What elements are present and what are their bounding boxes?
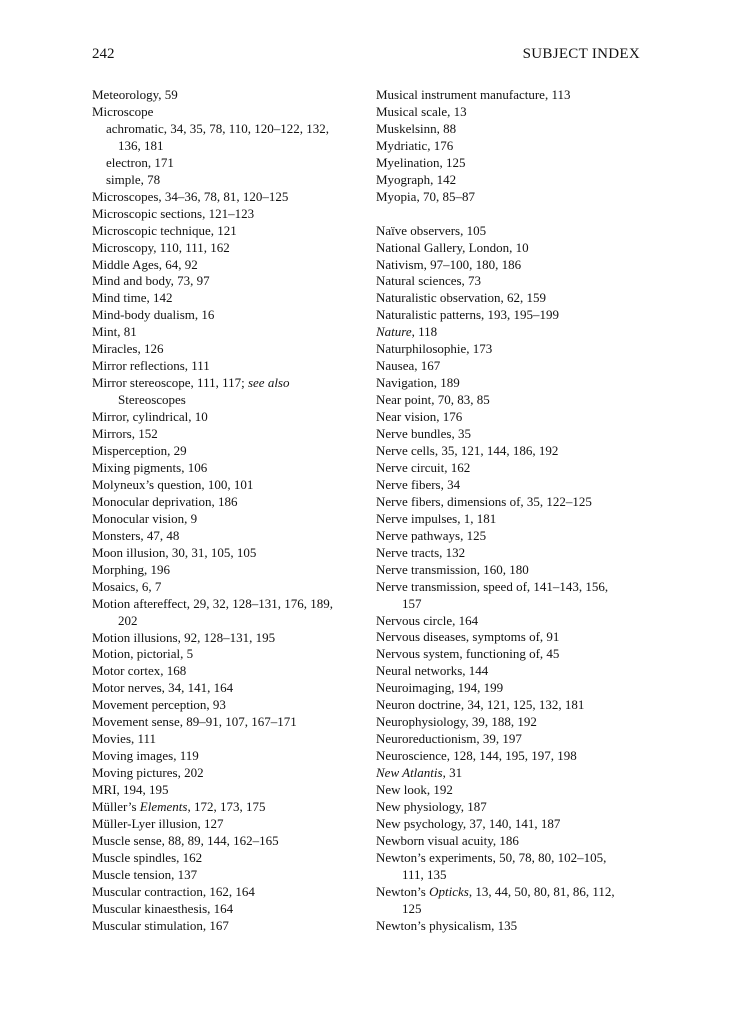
entry-text: Nervous circle, 164 (376, 612, 479, 628)
index-subentry (92, 121, 362, 138)
index-entry (376, 392, 641, 409)
entry-text: Nerve circuit, 162 (376, 459, 471, 475)
entry-text: Nativism, 97–100, 180, 186 (376, 256, 522, 272)
index-entry (376, 511, 641, 528)
index-entry (92, 273, 362, 290)
index-entry (376, 799, 641, 816)
index-entry (92, 816, 362, 833)
index-entry (92, 545, 362, 562)
italic-text: Elements (139, 799, 188, 815)
entry-text: Stereoscopes (118, 392, 186, 408)
index-entry (92, 714, 362, 731)
index-entry (92, 290, 362, 307)
entry-text: Myopia, 70, 85–87 (376, 188, 475, 204)
entry-text: Nerve pathways, 125 (376, 527, 487, 543)
index-entry (92, 528, 362, 545)
entry-text: Mind and body, 73, 97 (92, 273, 210, 289)
index-entry (92, 358, 362, 375)
index-entry (92, 901, 362, 918)
index-entry (92, 697, 362, 714)
entry-text: 111, 135 (402, 866, 447, 882)
entry-text: Monocular deprivation, 186 (92, 493, 238, 509)
letter-group-gap (376, 206, 641, 223)
entry-text: Muscle sense, 88, 89, 144, 162–165 (92, 832, 279, 848)
entry-text: Muscle tension, 137 (92, 866, 198, 882)
entry-text: Microscopes, 34–36, 78, 81, 120–125 (92, 188, 289, 204)
index-entry (376, 629, 641, 646)
entry-text: Nervous system, functioning of, 45 (376, 646, 560, 662)
index-entry (376, 223, 641, 240)
entry-text: Mirror, cylindrical, 10 (92, 409, 208, 425)
entry-text: Myelination, 125 (376, 154, 466, 170)
index-entry (92, 663, 362, 680)
index-entry (92, 324, 362, 341)
entry-text: Naturalistic patterns, 193, 195–199 (376, 307, 560, 323)
index-entry (92, 799, 362, 816)
index-entry (376, 579, 641, 596)
entry-text: Mirror stereoscope, 111, 117; (92, 375, 248, 391)
index-entry (92, 579, 362, 596)
index-entry (92, 731, 362, 748)
entry-text: Movement perception, 93 (92, 697, 226, 713)
entry-text: MRI, 194, 195 (92, 782, 169, 798)
index-entry (92, 748, 362, 765)
index-entry (92, 833, 362, 850)
index-entry-continuation (376, 596, 641, 613)
italic-text: see also (247, 375, 290, 391)
entry-text: Nerve fibers, 34 (376, 476, 461, 492)
entry-text: Motion, pictorial, 5 (92, 646, 194, 662)
index-entry (376, 918, 641, 935)
entry-text: Miracles, 126 (92, 341, 164, 357)
index-entry (376, 307, 641, 324)
index-entry (376, 884, 641, 901)
index-entry (376, 816, 641, 833)
index-entry (376, 765, 641, 782)
running-title: SUBJECT INDEX (522, 46, 640, 62)
index-entry (376, 121, 641, 138)
entry-text: Meteorology, 59 (92, 87, 178, 102)
entry-text: Monsters, 47, 48 (92, 527, 180, 543)
index-entry (92, 782, 362, 799)
index-entry-continuation (92, 392, 362, 409)
entry-text: , 118 (411, 324, 438, 340)
entry-text: New look, 192 (376, 782, 453, 798)
entry-text: achromatic, 34, 35, 78, 110, 120–122, 132, (106, 120, 330, 136)
index-entry (92, 409, 362, 426)
italic-text: New Atlantis (376, 765, 443, 781)
index-entry (376, 697, 641, 714)
index-entry (376, 646, 641, 663)
entry-text: 136, 181 (118, 137, 164, 153)
index-entry (376, 104, 641, 121)
index-entry (92, 477, 362, 494)
entry-text: Neuron doctrine, 34, 121, 125, 132, 181 (376, 697, 585, 713)
entry-text: Near vision, 176 (376, 409, 463, 425)
index-entry (376, 138, 641, 155)
index-entry (92, 765, 362, 782)
entry-text: Mirror reflections, 111 (92, 358, 210, 374)
entry-text: Newton’s physicalism, 135 (376, 917, 518, 933)
index-entry (376, 528, 641, 545)
index-entry (376, 290, 641, 307)
entry-text: Movement sense, 89–91, 107, 167–171 (92, 714, 297, 730)
index-entry (92, 206, 362, 223)
index-entry (376, 477, 641, 494)
index-entry (376, 341, 641, 358)
index-entry (92, 867, 362, 884)
entry-text: Musical scale, 13 (376, 103, 467, 119)
index-entry (92, 426, 362, 443)
index-entry (376, 562, 641, 579)
entry-text: simple, 78 (106, 171, 161, 187)
entry-text: Muscular kinaesthesis, 164 (92, 900, 234, 916)
index-entry (376, 663, 641, 680)
entry-text: Nerve transmission, speed of, 141–143, 156, (376, 578, 609, 594)
index-subentry (92, 155, 362, 172)
entry-text: , 13, 44, 50, 80, 81, 86, 112, (468, 883, 615, 899)
index-entry (376, 613, 641, 630)
entry-text: Mirrors, 152 (92, 426, 158, 442)
entry-text: Mint, 81 (92, 324, 137, 340)
entry-text: Muscle spindles, 162 (92, 849, 203, 865)
index-entry (376, 155, 641, 172)
entry-text: Morphing, 196 (92, 561, 170, 577)
entry-text: , 172, 173, 175 (187, 799, 266, 815)
entry-text: Neural networks, 144 (376, 663, 489, 679)
italic-text: Nature (376, 324, 412, 340)
index-entry (376, 714, 641, 731)
entry-text: Nerve transmission, 160, 180 (376, 561, 529, 577)
entry-text: Navigation, 189 (376, 375, 460, 391)
entry-text: Newton’s (376, 883, 430, 899)
entry-text: National Gallery, London, 10 (376, 239, 529, 255)
index-subentry (92, 172, 362, 189)
index-entry (92, 104, 362, 121)
entry-text: Mixing pigments, 106 (92, 459, 208, 475)
entry-text: Misperception, 29 (92, 443, 187, 459)
entry-text: Motor cortex, 168 (92, 663, 187, 679)
index-entry (92, 630, 362, 647)
entry-text: Neuroreductionism, 39, 197 (376, 731, 522, 747)
entry-text: Microscopic sections, 121–123 (92, 205, 255, 221)
entry-text: Nerve fibers, dimensions of, 35, 122–125 (376, 493, 592, 509)
index-entry (92, 341, 362, 358)
entry-text: Naturalistic observation, 62, 159 (376, 290, 547, 306)
index-entry (376, 273, 641, 290)
entry-text: New psychology, 37, 140, 141, 187 (376, 815, 561, 831)
index-entry (376, 460, 641, 477)
entry-text: Molyneux’s question, 100, 101 (92, 476, 254, 492)
entry-text: Neuroimaging, 194, 199 (376, 680, 504, 696)
entry-text: Nerve impulses, 1, 181 (376, 510, 497, 526)
entry-text: Monocular vision, 9 (92, 510, 198, 526)
entry-text: Nerve tracts, 132 (376, 544, 466, 560)
entry-text: 202 (118, 612, 138, 628)
index-entry-continuation (376, 867, 641, 884)
index-entry (376, 324, 641, 341)
entry-text: Musical instrument manufacture, 113 (376, 87, 571, 102)
index-entry (92, 87, 362, 104)
entry-text: Muscular contraction, 162, 164 (92, 883, 255, 899)
index-entry (92, 240, 362, 257)
entry-text: Near point, 70, 83, 85 (376, 392, 490, 408)
index-entry (376, 358, 641, 375)
index-entry (376, 426, 641, 443)
index-entry (92, 307, 362, 324)
index-entry (92, 918, 362, 935)
entry-text: Moving pictures, 202 (92, 765, 204, 781)
entry-text: 157 (402, 595, 422, 611)
entry-text: Neuroscience, 128, 144, 195, 197, 198 (376, 748, 577, 764)
entry-text: Müller-Lyer illusion, 127 (92, 815, 224, 831)
entry-text: Middle Ages, 64, 92 (92, 256, 198, 272)
index-column-left (92, 87, 362, 935)
index-entry (92, 375, 362, 392)
entry-text: Microscope (92, 103, 154, 119)
entry-text: Mydriatic, 176 (376, 137, 454, 153)
index-entry (92, 460, 362, 477)
index-entry (376, 494, 641, 511)
index-entry (376, 189, 641, 206)
index-entry (376, 257, 641, 274)
index-entry (376, 240, 641, 257)
entry-text: New physiology, 187 (376, 799, 487, 815)
index-entry (92, 884, 362, 901)
entry-text: electron, 171 (106, 154, 174, 170)
index-entry (376, 782, 641, 799)
index-entry (376, 443, 641, 460)
entry-text: , 31 (442, 765, 463, 781)
entry-text: 125 (402, 900, 422, 916)
index-entry-continuation (92, 138, 362, 155)
index-entry (376, 748, 641, 765)
entry-text: Newton’s experiments, 50, 78, 80, 102–105, (376, 849, 607, 865)
entry-text: Mind time, 142 (92, 290, 173, 306)
entry-text: Neurophysiology, 39, 188, 192 (376, 714, 537, 730)
index-entry (92, 511, 362, 528)
index-entry (376, 87, 641, 104)
index-entry (92, 494, 362, 511)
entry-text: Mind-body dualism, 16 (92, 307, 215, 323)
index-entry (92, 596, 362, 613)
index-entry (376, 409, 641, 426)
index-entry (92, 223, 362, 240)
entry-text: Muscular stimulation, 167 (92, 917, 229, 933)
entry-text: Motion illusions, 92, 128–131, 195 (92, 629, 276, 645)
index-entry (376, 545, 641, 562)
entry-text: Newborn visual acuity, 186 (376, 832, 519, 848)
index-entry-continuation (92, 613, 362, 630)
entry-text: Myograph, 142 (376, 171, 457, 187)
entry-text: Müller’s (92, 799, 140, 815)
entry-text: Nerve cells, 35, 121, 144, 186, 192 (376, 443, 559, 458)
italic-text: Opticks (429, 883, 469, 899)
entry-text: Naturphilosophie, 173 (376, 341, 493, 357)
entry-text: Moon illusion, 30, 31, 105, 105 (92, 544, 257, 560)
index-entry (376, 850, 641, 867)
running-header (92, 46, 640, 66)
entry-text: Nerve bundles, 35 (376, 426, 471, 442)
entry-text: Muskelsinn, 88 (376, 120, 457, 136)
entry-text: Motor nerves, 34, 141, 164 (92, 680, 234, 696)
index-entry (376, 731, 641, 748)
entry-text: Motion aftereffect, 29, 32, 128–131, 176, 189, (92, 595, 333, 611)
index-entry (92, 850, 362, 867)
index-entry (92, 189, 362, 206)
page-number: 242 (92, 46, 115, 62)
entry-text: Mosaics, 6, 7 (92, 578, 162, 594)
index-entry (376, 375, 641, 392)
index-entry-continuation (376, 901, 641, 918)
index-entry (92, 646, 362, 663)
index-entry (92, 680, 362, 697)
entry-text: Naïve observers, 105 (376, 222, 487, 238)
entry-text: Movies, 111 (92, 731, 157, 747)
entry-text: Moving images, 119 (92, 748, 199, 764)
index-entry (92, 443, 362, 460)
entry-text: Natural sciences, 73 (376, 273, 482, 289)
index-entry (376, 680, 641, 697)
entry-text: Microscopic technique, 121 (92, 222, 237, 238)
entry-text: Microscopy, 110, 111, 162 (92, 239, 230, 255)
index-entry (92, 562, 362, 579)
entry-text: Nervous diseases, symptoms of, 91 (376, 629, 560, 645)
index-entry (376, 172, 641, 189)
entry-text: Nausea, 167 (376, 358, 441, 374)
index-column-right (376, 87, 641, 935)
index-entry (376, 833, 641, 850)
index-entry (92, 257, 362, 274)
